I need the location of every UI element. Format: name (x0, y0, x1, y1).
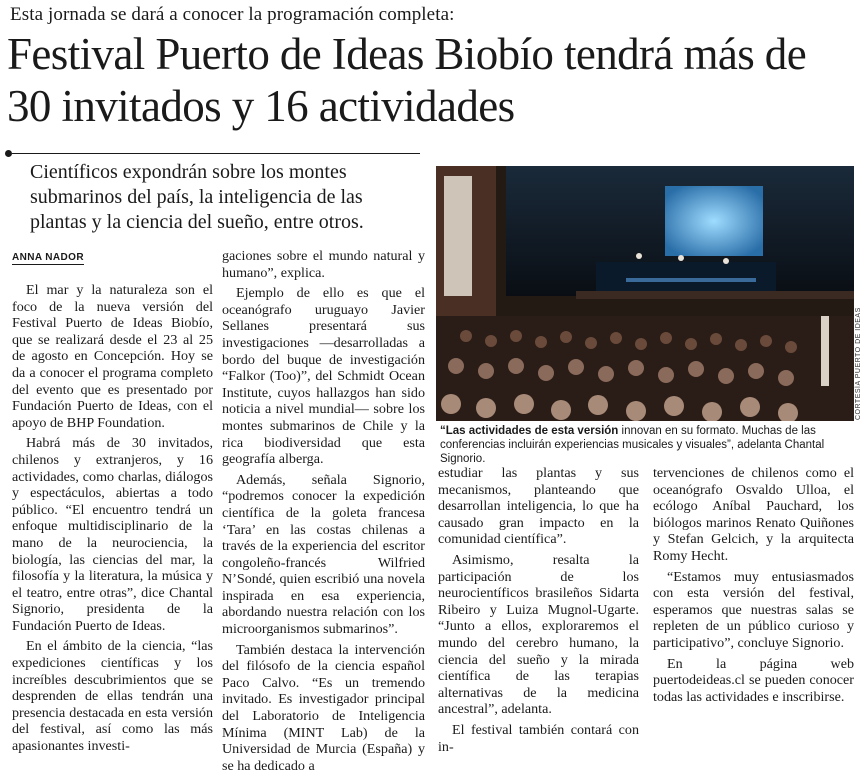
concert-photo (436, 166, 854, 421)
paragraph: En la página web puertodeideas.cl se pueden conocer todas las actividades e inscribirse. (653, 655, 854, 705)
caption-text: innovan en su formato. Muchas de las conferencias incluirán experiencias musicales y visuales”, adelanta Chantal Signorio. (440, 425, 825, 465)
paragraph: gaciones sobre el mundo natural y humano”, explica. (222, 248, 425, 281)
paragraph: El mar y la naturaleza son el foco de la nueva versión del Festival Puerto de Ideas Biobío, que se realizará desde el 23 al 25 de agosto en Concepción. Hoy se da a conocer el programa completo del evento que es presentado por Fundación Puerto de Ideas, con el apoyo de BHP Foundation. (12, 282, 213, 431)
photo-caption (440, 424, 854, 466)
subhead: Científicos expondrán sobre los montes submarinos del país, la inteligencia de las plantas y la ciencia del sueño, entre otros. (30, 161, 364, 233)
paragraph: En el ámbito de la ciencia, “las expediciones científicas y los increíbles descubrimientos que se desprenden de ellas tendrán una presencia destacada en esta versión del festival, así como las más apasionantes investi- (12, 638, 213, 755)
paragraph: “Estamos muy entusiasmados con esta versión del festival, esperamos que nuestras salas se repleten de un público curioso y participativo”, concluye Signorio. (653, 568, 854, 651)
column-3 (438, 465, 639, 759)
byline: ANNA NADOR (12, 252, 84, 263)
paragraph: tervenciones de chilenos como el oceanógrafo Osvaldo Ulloa, el ecólogo Aníbal Pauchard, los biólogos marinos Renato Quiñones y Stefan Gelcich, y la arquitecta Romy Hecht. (653, 465, 854, 564)
paragraph: estudiar las plantas y sus mecanismos, planteando que desarrollan inteligencia, lo que ha causado gran impacto en la comunidad científica”. (438, 465, 639, 548)
paragraph: Además, señala Signorio, “podremos conocer la expedición científica de la goleta francesa ‘Tara’ en las costas chilenas a través de la experiencia del escritor congoleño-francés Wilfried N’Sondé, quien escribió una novela inspirada en esa experiencia, abordando nuestra relación con los microorganismos submarinos”. (222, 471, 425, 638)
paragraph: Asimismo, resalta la participación de los neurocientíficos brasileños Sidarta Ribeiro y Luiza Mugnol-Ugarte. “Junto a ellos, exploraremos el mundo del cerebro humano, la ciencia del sueño y la mirada científica de las terapias alternativas de la medicina ancestral”, adelanta. (438, 551, 639, 718)
column-1 (12, 282, 213, 759)
subhead-rule (12, 153, 420, 154)
rule-dot (5, 150, 12, 157)
headline: Festival Puerto de Ideas Biobío tendrá más de 30 invitados y 16 actividades (7, 29, 807, 131)
concert-photo-illustration (436, 166, 854, 421)
paragraph: Ejemplo de ello es que el oceanógrafo uruguayo Javier Sellanes presentará sus investigaciones —desarrolladas a bordo del buque de investigación “Falkor (Too)”, del Schmidt Ocean Institute, cuyos hallazgos han sido noticia a nivel mundial— sobre los montes submarinos de Chile y la rica biodiversidad que esta geografía alberga. (222, 285, 425, 468)
paragraph: El festival también contará con in- (438, 721, 639, 755)
column-4 (653, 465, 854, 709)
kicker: Esta jornada se dará a conocer la programación completa: (10, 4, 455, 25)
paragraph: Habrá más de 30 invitados, chilenos y extranjeros, y 16 actividades, como charlas, diálogos y espectáculos, abiertas a todo público. “El encuentro tendrá un enfoque multidisciplinario de la mano de la neurociencia, la biología, las ciencias del mar, la filosofía y la literatura, la música y el teatro, entre otras”, dice Chantal Signorio, presidenta de la Fundación Puerto de Ideas. (12, 435, 213, 634)
paragraph: También destaca la intervención del filósofo de la ciencia español Paco Calvo. “Es un tremendo invitado. Es investigador principal del Laboratorio de Inteligencia Mínima (MINT Lab) de la Universidad de Murcia (España) y se ha dedicado a (222, 641, 425, 774)
column-2 (222, 248, 425, 778)
photo-credit: CORTESÍA PUERTO DE IDEAS (855, 307, 862, 420)
caption-lead: “Las actividades de esta versión (440, 425, 619, 437)
